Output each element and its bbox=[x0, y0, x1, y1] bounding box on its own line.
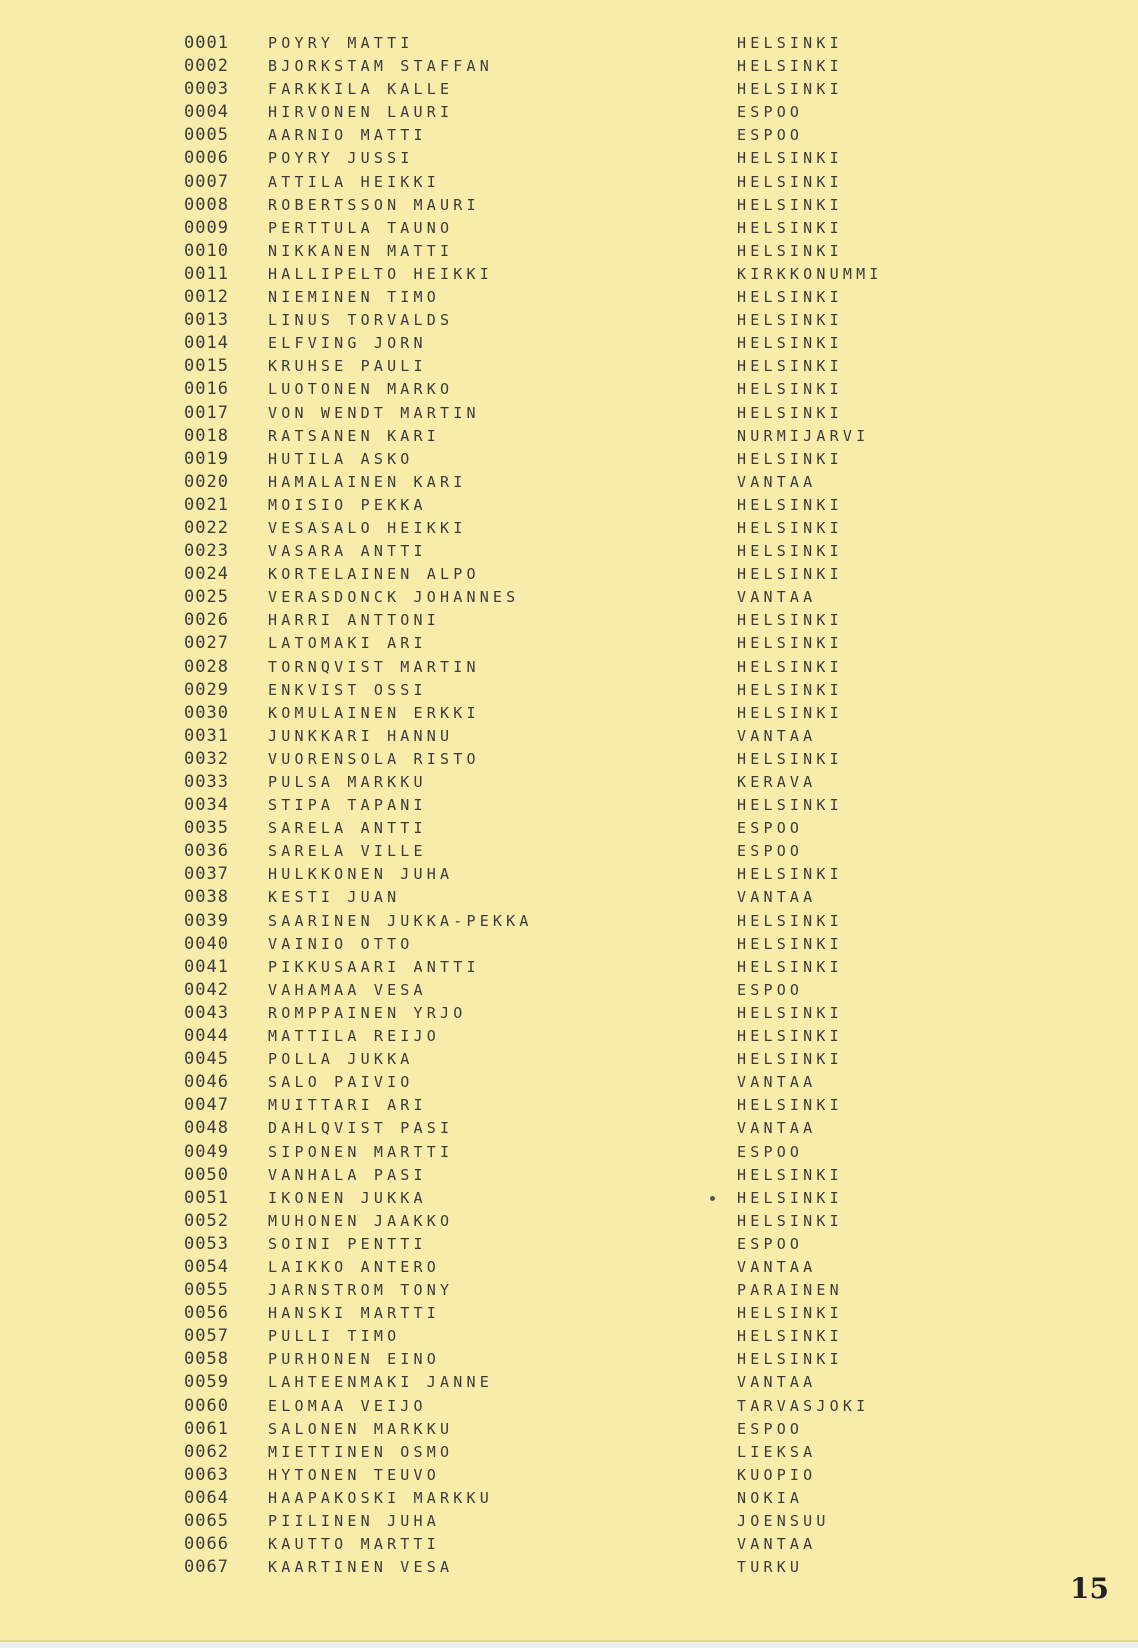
entry-city: NOKIA bbox=[737, 1488, 804, 1507]
entry-city: HELSINKI bbox=[737, 149, 843, 168]
list-row bbox=[0, 771, 1138, 794]
entry-name: SARELA ANTTI bbox=[268, 819, 427, 838]
member-list bbox=[0, 32, 1138, 1579]
entry-name: LINUS TORVALDS bbox=[268, 311, 454, 330]
list-row bbox=[0, 702, 1138, 725]
list-row bbox=[0, 817, 1138, 840]
list-row bbox=[0, 171, 1138, 194]
entry-name: HIRVONEN LAURI bbox=[268, 103, 454, 122]
entry-number: 0038 bbox=[184, 887, 229, 908]
entry-number: 0028 bbox=[184, 656, 229, 677]
entry-city: HELSINKI bbox=[737, 703, 843, 722]
page-number: 15 bbox=[1070, 1572, 1109, 1605]
list-row bbox=[0, 448, 1138, 471]
list-row bbox=[0, 378, 1138, 401]
list-row bbox=[0, 979, 1138, 1002]
entry-city: HELSINKI bbox=[737, 1188, 843, 1207]
entry-number: 0064 bbox=[184, 1487, 229, 1508]
entry-number: 0048 bbox=[184, 1118, 229, 1139]
list-row bbox=[0, 332, 1138, 355]
entry-city: ESPOO bbox=[737, 842, 804, 861]
entry-city: HELSINKI bbox=[737, 1165, 843, 1184]
entry-name: VESASALO HEIKKI bbox=[268, 518, 467, 537]
entry-number: 0019 bbox=[184, 448, 229, 469]
list-row bbox=[0, 425, 1138, 448]
entry-city: HELSINKI bbox=[737, 796, 843, 815]
list-row bbox=[0, 1210, 1138, 1233]
entry-city: HELSINKI bbox=[737, 380, 843, 399]
list-row bbox=[0, 1117, 1138, 1140]
entry-name: MUHONEN JAAKKO bbox=[268, 1211, 454, 1230]
entry-city: HELSINKI bbox=[737, 80, 843, 99]
entry-city: TARVASJOKI bbox=[737, 1396, 870, 1415]
entry-name: HALLIPELTO HEIKKI bbox=[268, 264, 493, 283]
entry-number: 0023 bbox=[184, 541, 229, 562]
entry-number: 0003 bbox=[184, 79, 229, 100]
entry-number: 0061 bbox=[184, 1418, 229, 1439]
entry-name: IKONEN JUKKA bbox=[268, 1188, 427, 1207]
list-row bbox=[0, 286, 1138, 309]
entry-city: JOENSUU bbox=[737, 1512, 830, 1530]
entry-number: 0011 bbox=[184, 263, 229, 284]
entry-city: HELSINKI bbox=[737, 1096, 843, 1115]
entry-number: 0037 bbox=[184, 864, 229, 885]
entry-name: FARKKILA KALLE bbox=[268, 80, 454, 99]
entry-name: SARELA VILLE bbox=[268, 842, 427, 861]
entry-number: 0043 bbox=[184, 1002, 229, 1023]
list-row bbox=[0, 309, 1138, 332]
entry-city: HELSINKI bbox=[737, 1050, 843, 1069]
list-row bbox=[0, 1348, 1138, 1371]
entry-name: KRUHSE PAULI bbox=[268, 357, 427, 376]
entry-city: HELSINKI bbox=[737, 288, 843, 307]
entry-number: 0034 bbox=[184, 795, 229, 816]
entry-number: 0058 bbox=[184, 1349, 229, 1370]
entry-number: 0018 bbox=[184, 425, 229, 446]
entry-name: VAHAMAA VESA bbox=[268, 980, 427, 999]
list-row bbox=[0, 748, 1138, 771]
list-row bbox=[0, 1048, 1138, 1071]
entry-city: PARAINEN bbox=[737, 1281, 843, 1300]
entry-name: ELOMAA VEIJO bbox=[268, 1396, 427, 1415]
entry-name: RATSANEN KARI bbox=[268, 426, 440, 445]
list-row bbox=[0, 1164, 1138, 1187]
entry-number: 0036 bbox=[184, 841, 229, 862]
entry-number: 0024 bbox=[184, 564, 229, 585]
list-row bbox=[0, 1418, 1138, 1441]
entry-number: 0049 bbox=[184, 1141, 229, 1162]
entry-city: HELSINKI bbox=[737, 334, 843, 353]
entry-number: 0054 bbox=[184, 1256, 229, 1277]
list-row bbox=[0, 1533, 1138, 1556]
entry-name: JUNKKARI HANNU bbox=[268, 726, 454, 745]
entry-name: HAAPAKOSKI MARKKU bbox=[268, 1488, 493, 1507]
entry-name: SAARINEN JUKKA-PEKKA bbox=[268, 911, 533, 930]
entry-name: PIKKUSAARI ANTTI bbox=[268, 957, 480, 976]
entry-city: VANTAA bbox=[737, 1373, 817, 1392]
list-row bbox=[0, 1002, 1138, 1025]
entry-city: HELSINKI bbox=[737, 449, 843, 468]
entry-city: HELSINKI bbox=[737, 357, 843, 376]
entry-number: 0021 bbox=[184, 494, 229, 515]
list-row bbox=[0, 609, 1138, 632]
list-row bbox=[0, 217, 1138, 240]
entry-city: HELSINKI bbox=[737, 1211, 843, 1230]
entry-number: 0007 bbox=[184, 171, 229, 192]
list-row bbox=[0, 933, 1138, 956]
entry-name: SOINI PENTTI bbox=[268, 1234, 427, 1253]
entry-number: 0065 bbox=[184, 1511, 229, 1531]
entry-city: HELSINKI bbox=[737, 680, 843, 699]
entry-name: PULLI TIMO bbox=[268, 1327, 401, 1346]
entry-number: 0005 bbox=[184, 125, 229, 146]
entry-name: ATTILA HEIKKI bbox=[268, 172, 440, 191]
list-row bbox=[0, 402, 1138, 425]
entry-city: HELSINKI bbox=[737, 865, 843, 884]
entry-city: HELSINKI bbox=[737, 195, 843, 214]
entry-number: 0014 bbox=[184, 333, 229, 354]
entry-city: VANTAA bbox=[737, 472, 817, 491]
entry-city: NURMIJARVI bbox=[737, 426, 870, 445]
entry-city: HELSINKI bbox=[737, 1327, 843, 1346]
entry-city: VANTAA bbox=[737, 1535, 817, 1554]
entry-name: PURHONEN EINO bbox=[268, 1350, 440, 1369]
entry-city: HELSINKI bbox=[737, 657, 843, 676]
list-row bbox=[0, 840, 1138, 863]
list-row bbox=[0, 1141, 1138, 1164]
entry-name: TORNQVIST MARTIN bbox=[268, 657, 480, 676]
entry-city: HELSINKI bbox=[737, 565, 843, 584]
entry-name: LATOMAKI ARI bbox=[268, 634, 427, 653]
entry-number: 0030 bbox=[184, 702, 229, 723]
entry-name: KAUTTO MARTTI bbox=[268, 1535, 440, 1554]
entry-number: 0035 bbox=[184, 818, 229, 839]
list-row bbox=[0, 32, 1138, 55]
list-row bbox=[0, 240, 1138, 263]
entry-number: 0041 bbox=[184, 956, 229, 977]
entry-number: 0051 bbox=[184, 1187, 229, 1208]
entry-city: HELSINKI bbox=[737, 1027, 843, 1046]
entry-number: 0022 bbox=[184, 517, 229, 538]
list-row bbox=[0, 886, 1138, 909]
entry-city: VANTAA bbox=[737, 726, 817, 745]
list-row bbox=[0, 1025, 1138, 1048]
list-row bbox=[0, 1325, 1138, 1348]
entry-number: 0002 bbox=[184, 56, 229, 77]
entry-number: 0031 bbox=[184, 725, 229, 746]
entry-city: HELSINKI bbox=[737, 34, 843, 52]
entry-name: POYRY MATTI bbox=[268, 34, 414, 52]
entry-name: HARRI ANTTONI bbox=[268, 611, 440, 630]
entry-city: HELSINKI bbox=[737, 634, 843, 653]
list-row bbox=[0, 1279, 1138, 1302]
list-row bbox=[0, 956, 1138, 979]
entry-number: 0059 bbox=[184, 1372, 229, 1393]
entry-number: 0050 bbox=[184, 1164, 229, 1185]
list-row bbox=[0, 863, 1138, 886]
entry-number: 0045 bbox=[184, 1049, 229, 1070]
entry-number: 0039 bbox=[184, 910, 229, 931]
list-row bbox=[0, 263, 1138, 286]
entry-city: ESPOO bbox=[737, 1142, 804, 1161]
list-row bbox=[0, 124, 1138, 147]
entry-name: JARNSTROM TONY bbox=[268, 1281, 454, 1300]
entry-name: AARNIO MATTI bbox=[268, 126, 427, 145]
entry-name: ROMPPAINEN YRJO bbox=[268, 1003, 467, 1022]
entry-city: VANTAA bbox=[737, 1119, 817, 1138]
entry-number: 0044 bbox=[184, 1026, 229, 1047]
entry-city: HELSINKI bbox=[737, 1304, 843, 1323]
entry-number: 0055 bbox=[184, 1280, 229, 1301]
entry-name: POLLA JUKKA bbox=[268, 1050, 414, 1069]
entry-city: HELSINKI bbox=[737, 749, 843, 768]
entry-city: HELSINKI bbox=[737, 403, 843, 422]
entry-number: 0001 bbox=[184, 33, 229, 53]
entry-name: SALO PAIVIO bbox=[268, 1073, 414, 1092]
list-row bbox=[0, 1256, 1138, 1279]
entry-name: VON WENDT MARTIN bbox=[268, 403, 480, 422]
entry-number: 0029 bbox=[184, 679, 229, 700]
list-row bbox=[0, 1302, 1138, 1325]
entry-number: 0027 bbox=[184, 633, 229, 654]
entry-name: PIILINEN JUHA bbox=[268, 1512, 440, 1530]
entry-name: BJORKSTAM STAFFAN bbox=[268, 57, 493, 76]
entry-name: LUOTONEN MARKO bbox=[268, 380, 454, 399]
entry-number: 0025 bbox=[184, 587, 229, 608]
entry-name: KOMULAINEN ERKKI bbox=[268, 703, 480, 722]
list-row bbox=[0, 1464, 1138, 1487]
entry-name: VANHALA PASI bbox=[268, 1165, 427, 1184]
entry-name: SIPONEN MARTTI bbox=[268, 1142, 454, 1161]
entry-name: HULKKONEN JUHA bbox=[268, 865, 454, 884]
list-row bbox=[0, 586, 1138, 609]
entry-city: KERAVA bbox=[737, 773, 817, 791]
list-row bbox=[0, 1371, 1138, 1394]
list-row bbox=[0, 517, 1138, 540]
entry-city: ESPOO bbox=[737, 126, 804, 145]
entry-city: HELSINKI bbox=[737, 611, 843, 630]
entry-city: HELSINKI bbox=[737, 1350, 843, 1369]
entry-city: VANTAA bbox=[737, 1073, 817, 1092]
entry-city: ESPOO bbox=[737, 819, 804, 838]
list-row bbox=[0, 1510, 1138, 1533]
entry-number: 0047 bbox=[184, 1095, 229, 1116]
entry-name: MUITTARI ARI bbox=[268, 1096, 427, 1115]
entry-name: ROBERTSSON MAURI bbox=[268, 195, 480, 214]
entry-number: 0017 bbox=[184, 402, 229, 423]
entry-number: 0063 bbox=[184, 1464, 229, 1485]
entry-city: LIEKSA bbox=[737, 1442, 817, 1461]
list-row bbox=[0, 1094, 1138, 1117]
entry-city: TURKU bbox=[737, 1558, 804, 1577]
entry-name: HAMALAINEN KARI bbox=[268, 472, 467, 491]
entry-number: 0015 bbox=[184, 356, 229, 377]
entry-city: HELSINKI bbox=[737, 934, 843, 953]
entry-city: VANTAA bbox=[737, 588, 817, 607]
entry-city: HELSINKI bbox=[737, 495, 843, 514]
entry-name: STIPA TAPANI bbox=[268, 796, 427, 815]
entry-city: HELSINKI bbox=[737, 241, 843, 260]
entry-name: ELFVING JORN bbox=[268, 334, 427, 353]
list-row bbox=[0, 1071, 1138, 1094]
list-row bbox=[0, 679, 1138, 702]
entry-name: ENKVIST OSSI bbox=[268, 680, 427, 699]
list-row bbox=[0, 194, 1138, 217]
list-row bbox=[0, 563, 1138, 586]
list-row bbox=[0, 656, 1138, 679]
entry-number: 0067 bbox=[184, 1557, 229, 1578]
entry-name: PERTTULA TAUNO bbox=[268, 218, 454, 237]
entry-name: SALONEN MARKKU bbox=[268, 1419, 454, 1438]
list-row bbox=[0, 55, 1138, 78]
list-row bbox=[0, 540, 1138, 563]
entry-city: HELSINKI bbox=[737, 1003, 843, 1022]
entry-number: 0020 bbox=[184, 471, 229, 492]
entry-number: 0032 bbox=[184, 748, 229, 769]
entry-city: HELSINKI bbox=[737, 218, 843, 237]
entry-name: VASARA ANTTI bbox=[268, 542, 427, 561]
entry-name: DAHLQVIST PASI bbox=[268, 1119, 454, 1138]
entry-number: 0013 bbox=[184, 310, 229, 331]
entry-name: MOISIO PEKKA bbox=[268, 495, 427, 514]
entry-city: KIRKKONUMMI bbox=[737, 264, 883, 283]
entry-number: 0009 bbox=[184, 217, 229, 238]
entry-city: HELSINKI bbox=[737, 311, 843, 330]
entry-number: 0052 bbox=[184, 1210, 229, 1231]
list-row bbox=[0, 147, 1138, 170]
entry-city: ESPOO bbox=[737, 103, 804, 122]
list-row bbox=[0, 1556, 1138, 1579]
entry-name: KAARTINEN VESA bbox=[268, 1558, 454, 1577]
entry-name: NIEMINEN TIMO bbox=[268, 288, 440, 307]
entry-number: 0066 bbox=[184, 1534, 229, 1555]
list-row bbox=[0, 910, 1138, 933]
list-row bbox=[0, 1441, 1138, 1464]
entry-name: HANSKI MARTTI bbox=[268, 1304, 440, 1323]
list-row bbox=[0, 471, 1138, 494]
entry-number: 0010 bbox=[184, 240, 229, 261]
entry-city: HELSINKI bbox=[737, 57, 843, 76]
entry-city: HELSINKI bbox=[737, 542, 843, 561]
entry-city: VANTAA bbox=[737, 888, 817, 907]
entry-name: KESTI JUAN bbox=[268, 888, 401, 907]
entry-number: 0026 bbox=[184, 610, 229, 631]
entry-name: VUORENSOLA RISTO bbox=[268, 749, 480, 768]
entry-name: VAINIO OTTO bbox=[268, 934, 414, 953]
list-row bbox=[0, 794, 1138, 817]
list-row bbox=[0, 1187, 1138, 1210]
entry-city: ESPOO bbox=[737, 1234, 804, 1253]
entry-name: MIETTINEN OSMO bbox=[268, 1442, 454, 1461]
entry-number: 0006 bbox=[184, 148, 229, 169]
entry-name: NIKKANEN MATTI bbox=[268, 241, 454, 260]
entry-city: HELSINKI bbox=[737, 518, 843, 537]
entry-city: ESPOO bbox=[737, 980, 804, 999]
list-row bbox=[0, 632, 1138, 655]
entry-number: 0033 bbox=[184, 772, 229, 792]
list-row bbox=[0, 1395, 1138, 1418]
entry-city: HELSINKI bbox=[737, 957, 843, 976]
entry-name: HUTILA ASKO bbox=[268, 449, 414, 468]
entry-number: 0053 bbox=[184, 1233, 229, 1254]
list-row bbox=[0, 78, 1138, 101]
entry-city: HELSINKI bbox=[737, 911, 843, 930]
entry-city: KUOPIO bbox=[737, 1465, 817, 1484]
list-row bbox=[0, 355, 1138, 378]
ink-speck bbox=[710, 1196, 715, 1201]
entry-city: VANTAA bbox=[737, 1257, 817, 1276]
entry-city: HELSINKI bbox=[737, 172, 843, 191]
entry-name: LAHTEENMAKI JANNE bbox=[268, 1373, 493, 1392]
list-row bbox=[0, 1233, 1138, 1256]
entry-number: 0042 bbox=[184, 979, 229, 1000]
entry-number: 0057 bbox=[184, 1326, 229, 1347]
list-row bbox=[0, 494, 1138, 517]
entry-number: 0004 bbox=[184, 102, 229, 123]
entry-city: ESPOO bbox=[737, 1419, 804, 1438]
entry-name: HYTONEN TEUVO bbox=[268, 1465, 440, 1484]
entry-name: PULSA MARKKU bbox=[268, 773, 427, 791]
entry-name: POYRY JUSSI bbox=[268, 149, 414, 168]
entry-name: MATTILA REIJO bbox=[268, 1027, 440, 1046]
entry-number: 0040 bbox=[184, 933, 229, 954]
list-row bbox=[0, 725, 1138, 748]
entry-number: 0012 bbox=[184, 287, 229, 308]
entry-number: 0060 bbox=[184, 1395, 229, 1416]
entry-name: LAIKKO ANTERO bbox=[268, 1257, 440, 1276]
entry-number: 0016 bbox=[184, 379, 229, 400]
list-row bbox=[0, 1487, 1138, 1510]
entry-number: 0046 bbox=[184, 1072, 229, 1093]
entry-number: 0056 bbox=[184, 1303, 229, 1324]
entry-number: 0008 bbox=[184, 194, 229, 215]
entry-name: VERASDONCK JOHANNES bbox=[268, 588, 520, 607]
entry-name: KORTELAINEN ALPO bbox=[268, 565, 480, 584]
entry-number: 0062 bbox=[184, 1441, 229, 1462]
list-row bbox=[0, 101, 1138, 124]
